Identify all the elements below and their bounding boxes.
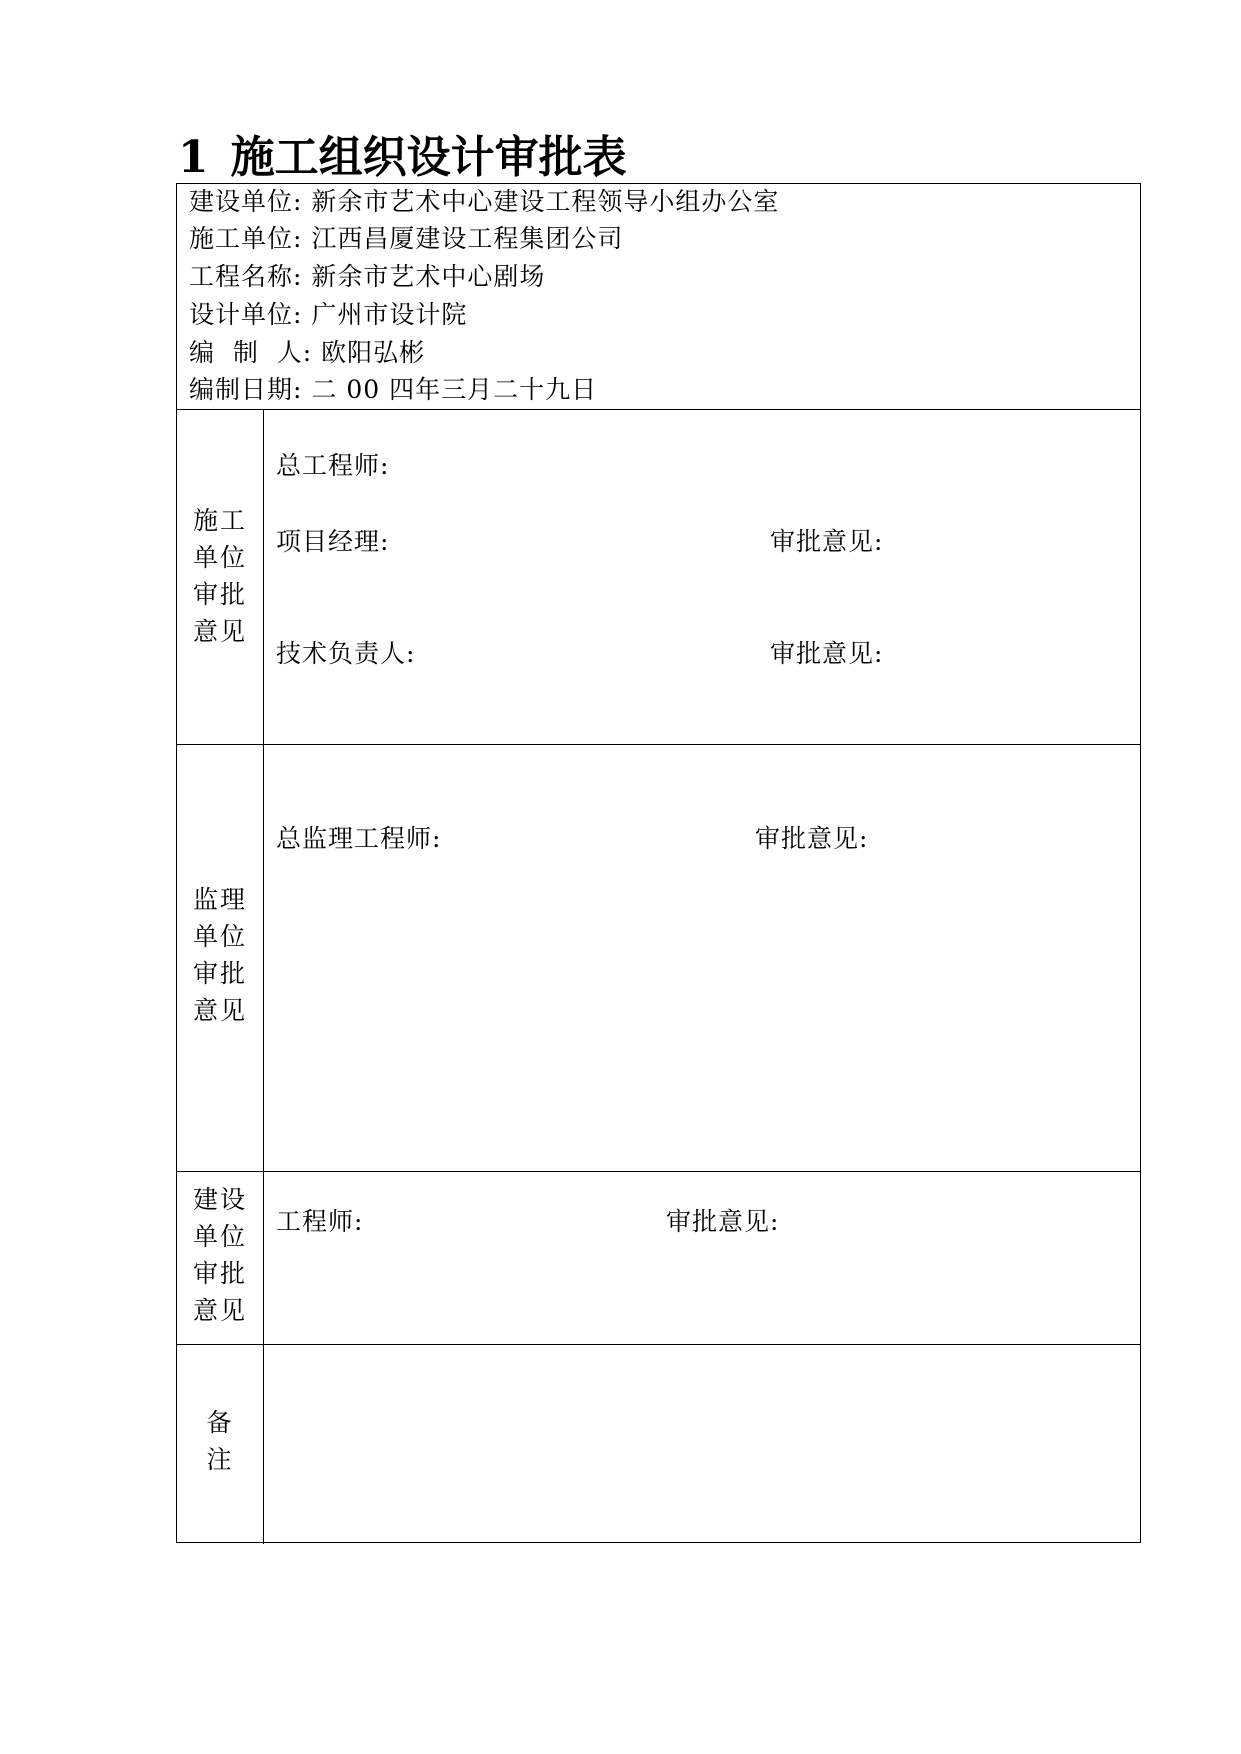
chief-supervisor-field: 总监理工程师: — [276, 824, 442, 853]
owner-unit-label — [177, 1181, 263, 1329]
column-divider — [263, 410, 264, 1544]
side-text: 监理 — [192, 885, 247, 914]
info-value: 新余市艺术中心剧场 — [311, 262, 546, 291]
info-value: 江西昌厦建设工程集团公司 — [311, 224, 624, 253]
info-label: 编制日期: — [189, 375, 303, 404]
side-text: 建设 — [192, 1185, 247, 1214]
side-text: 施工 — [192, 506, 247, 535]
side-text: 审批 — [192, 959, 247, 988]
info-label: 施工单位: — [189, 224, 303, 253]
side-text: 单位 — [192, 922, 247, 951]
approval-opinion-field: 审批意见: — [770, 527, 884, 556]
info-value: 新余市艺术中心建设工程领导小组办公室 — [311, 187, 780, 216]
info-project-name — [189, 259, 545, 295]
approval-form — [176, 183, 1141, 1543]
title-number: 1 — [178, 132, 209, 183]
side-text: 审批 — [192, 1259, 247, 1288]
side-text: 单位 — [192, 543, 247, 572]
info-value: 欧阳弘彬 — [321, 338, 426, 367]
page-title — [178, 128, 627, 188]
approval-opinion-field: 审批意见: — [770, 639, 884, 668]
info-owner-unit — [189, 184, 779, 220]
info-label: 工程名称: — [189, 262, 303, 291]
remarks-area[interactable] — [265, 1346, 1140, 1542]
info-value: 二 00 四年三月二十九日 — [311, 375, 598, 404]
info-design-unit — [189, 297, 467, 333]
side-text: 审批 — [192, 580, 247, 609]
title-text: 施工组织设计审批表 — [230, 132, 627, 183]
side-text: 单位 — [192, 1222, 247, 1251]
info-date — [189, 372, 597, 408]
side-text: 意见 — [192, 617, 247, 646]
remarks-label — [177, 1404, 263, 1478]
supervision-unit-label — [177, 881, 263, 1029]
info-label: 建设单位: — [189, 187, 303, 216]
project-manager-field: 项目经理: — [276, 527, 390, 556]
row-divider — [177, 1171, 1140, 1172]
side-text: 注 — [206, 1445, 234, 1474]
side-text: 备 — [206, 1408, 234, 1437]
info-author — [189, 335, 425, 371]
row-divider — [177, 1344, 1140, 1345]
approval-opinion-field: 审批意见: — [755, 824, 869, 853]
info-label: 编 制 人: — [189, 338, 313, 367]
side-text: 意见 — [192, 996, 247, 1025]
construction-unit-label — [177, 502, 263, 650]
chief-engineer-field: 总工程师: — [276, 451, 390, 480]
engineer-field: 工程师: — [276, 1207, 364, 1236]
side-text: 意见 — [192, 1296, 247, 1325]
info-value: 广州市设计院 — [311, 300, 468, 329]
project-info — [177, 184, 1140, 410]
row-divider — [177, 744, 1140, 745]
approval-opinion-field: 审批意见: — [666, 1207, 780, 1236]
technical-lead-field: 技术负责人: — [276, 639, 416, 668]
info-contractor-unit — [189, 221, 623, 257]
info-label: 设计单位: — [189, 300, 303, 329]
